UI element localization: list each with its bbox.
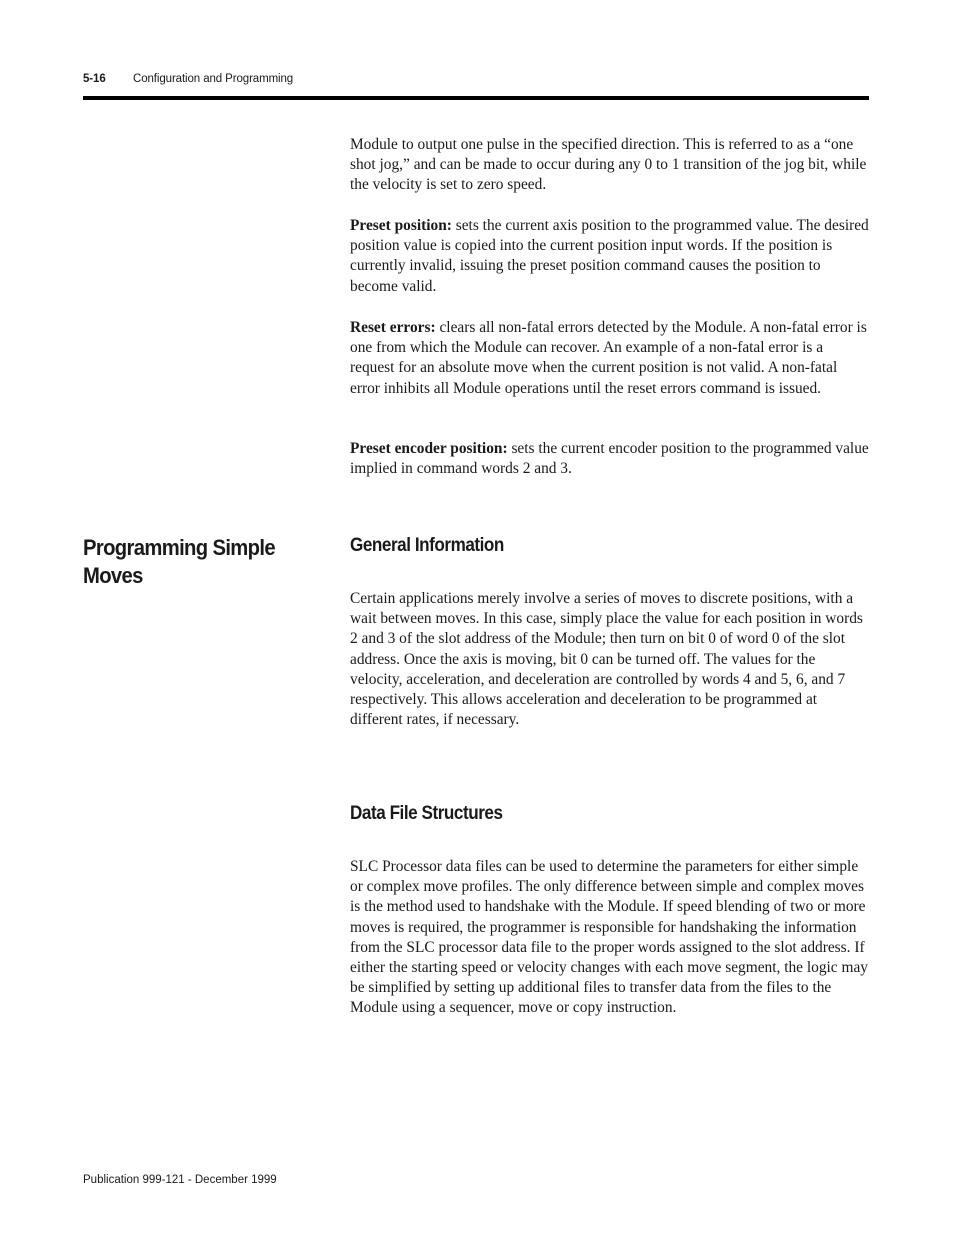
definition-term: Preset encoder position: [350, 440, 508, 457]
section-title: Programming Simple Moves [83, 535, 275, 588]
definition-reset-errors [350, 318, 870, 399]
definition-term: Reset errors: [350, 319, 436, 336]
header-rule [83, 96, 869, 100]
definition-text: sets the current axis position to the programmed value. The desired position value is copied into the current position input words. If the position is currently invalid, issuing the preset position command causes the position to become valid. [350, 217, 869, 295]
data-file-structures-block [350, 857, 870, 1019]
subsection-title-general-information: General Information [350, 535, 504, 556]
general-information-block [350, 589, 870, 730]
definition-text: clears all non-fatal errors detected by the Module. A non-fatal error is one from which the Module can recover. An example of a non-fatal error is a request for an absolute move when the current position is not valid. A non-fatal error inhibits all Module operations until the reset errors command is issued. [350, 319, 867, 397]
page-number: 5-16 [83, 73, 106, 85]
page-header [83, 73, 869, 91]
subsection-title-data-file-structures: Data File Structures [350, 803, 503, 824]
definition-term: Preset position: [350, 217, 452, 234]
intro-block [350, 135, 870, 196]
definition-text: sets the current encoder position to the programmed value implied in command words 2 and 3. [350, 440, 869, 478]
general-information-body: Certain applications merely involve a series of moves to discrete positions, with a wait between moves. In this case, simply place the value for each position in words 2 and 3 of the slot address of the Module; then turn on bit 0 of word 0 of the slot address. Once the axis is moving, bit 0 can be turned off. The values for the velocity, acceleration, and deceleration are controlled by words 4 and 5, 6, and 7 respectively. This allows acceleration and deceleration to be programmed at different rates, if necessary. [350, 590, 863, 729]
intro-paragraph: Module to output one pulse in the specified direction. This is referred to as a “one shot jog,” and can be made to occur during any 0 to 1 transition of the jog bit, while the velocity is set to zero speed. [350, 136, 867, 194]
definition-preset-encoder-position [350, 439, 870, 479]
chapter-title: Configuration and Programming [133, 73, 294, 85]
data-file-structures-body: SLC Processor data files can be used to determine the parameters for either simple or complex move profiles. The only difference between simple and complex moves is the method used to handshake with the Module. If speed blending of two or more moves is required, the programmer is responsible for handshaking the information from the SLC processor data file to the proper words assigned to the slot address. If either the starting speed or velocity changes with each move segment, the logic may be simplified by setting up additional files to transfer data from the files to the Module using a sequencer, move or copy instruction. [350, 858, 868, 1017]
definition-preset-position [350, 216, 870, 297]
publication-footer: Publication 999-121 - December 1999 [83, 1174, 277, 1186]
